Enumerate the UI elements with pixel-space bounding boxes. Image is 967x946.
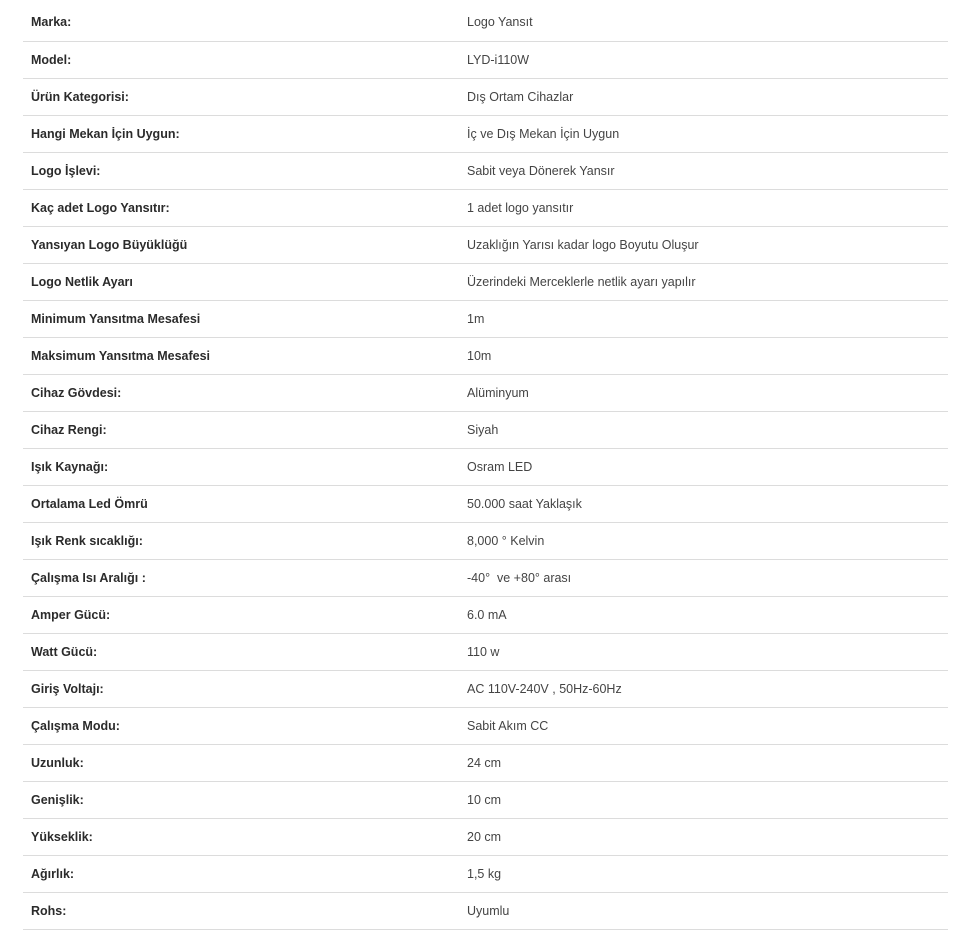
spec-row [23,559,948,596]
spec-row [23,522,948,559]
spec-label: Işık Kaynağı: [31,459,109,474]
spec-label: Minimum Yansıtma Mesafesi [31,311,201,326]
spec-value: 110 w [467,644,500,659]
spec-row [23,115,948,152]
spec-label: Ortalama Led Ömrü [31,496,148,511]
spec-row [23,485,948,522]
spec-label: Watt Gücü: [31,644,98,659]
spec-label: Amper Gücü: [31,607,111,622]
spec-value: AC 110V-240V , 50Hz-60Hz [467,681,622,696]
spec-value: Sabit Akım CC [467,718,549,733]
spec-label: Maksimum Yansıtma Mesafesi [31,348,211,363]
spec-row [23,411,948,448]
spec-row [23,41,948,78]
spec-label: Ağırlık: [31,866,75,881]
spec-value: Dış Ortam Cihazlar [467,89,574,104]
spec-row [23,633,948,670]
spec-row [23,448,948,485]
spec-label: Logo Netlik Ayarı [31,274,133,289]
spec-value: 8,000 ° Kelvin [467,533,545,548]
spec-row [23,781,948,818]
spec-row [23,4,948,41]
spec-value: Alüminyum [467,385,529,400]
spec-value: 10 cm [467,792,502,807]
spec-label: Yansıyan Logo Büyüklüğü [31,237,188,252]
spec-value: LYD-i110W [467,52,530,67]
spec-row [23,892,948,929]
spec-label: Cihaz Gövdesi: [31,385,122,400]
spec-value: 50.000 saat Yaklaşık [467,496,582,511]
spec-row [23,670,948,707]
spec-value: 20 cm [467,829,502,844]
spec-label: Model: [31,52,72,67]
spec-label: Çalışma Modu: [31,718,120,733]
spec-value: 1,5 kg [467,866,502,881]
spec-label: Işık Renk sıcaklığı: [31,533,143,548]
spec-value: 10m [467,348,492,363]
spec-label: Logo İşlevi: [31,163,101,178]
spec-value: -40° ve +80° arası [467,570,572,585]
spec-label: Ürün Kategorisi: [31,89,129,104]
spec-value: 1 adet logo yansıtır [467,200,574,215]
spec-row [23,374,948,411]
spec-label: Giriş Voltajı: [31,681,104,696]
spec-value: 6.0 mA [467,607,507,622]
spec-value: İç ve Dış Mekan İçin Uygun [467,126,620,141]
spec-value: Logo Yansıt [467,15,533,30]
spec-label: Marka: [31,15,72,30]
spec-row [23,337,948,374]
spec-label: Hangi Mekan İçin Uygun: [31,126,180,141]
spec-value: 1m [467,311,485,326]
spec-value: Uzaklığın Yarısı kadar logo Boyutu Oluşur [467,237,699,252]
spec-label: Cihaz Rengi: [31,422,107,437]
product-spec-table [23,4,948,930]
spec-label: Yükseklik: [31,829,93,844]
spec-row [23,707,948,744]
spec-value: Osram LED [467,459,533,474]
spec-value: 24 cm [467,755,502,770]
spec-row [23,744,948,781]
spec-value: Sabit veya Dönerek Yansır [467,163,615,178]
spec-label: Kaç adet Logo Yansıtır: [31,200,170,215]
spec-row [23,596,948,633]
spec-row [23,818,948,855]
spec-label: Çalışma Isı Aralığı : [31,570,146,585]
spec-row [23,263,948,300]
spec-row [23,152,948,189]
spec-row [23,78,948,115]
spec-value: Siyah [467,422,499,437]
spec-label: Genişlik: [31,792,84,807]
spec-row [23,855,948,892]
spec-value: Uyumlu [467,903,510,918]
spec-row [23,189,948,226]
spec-value: Üzerindeki Merceklerle netlik ayarı yapılır [467,274,696,289]
spec-table-body [23,4,948,929]
spec-row [23,226,948,263]
spec-label: Rohs: [31,903,67,918]
spec-label: Uzunluk: [31,755,84,770]
spec-row [23,300,948,337]
